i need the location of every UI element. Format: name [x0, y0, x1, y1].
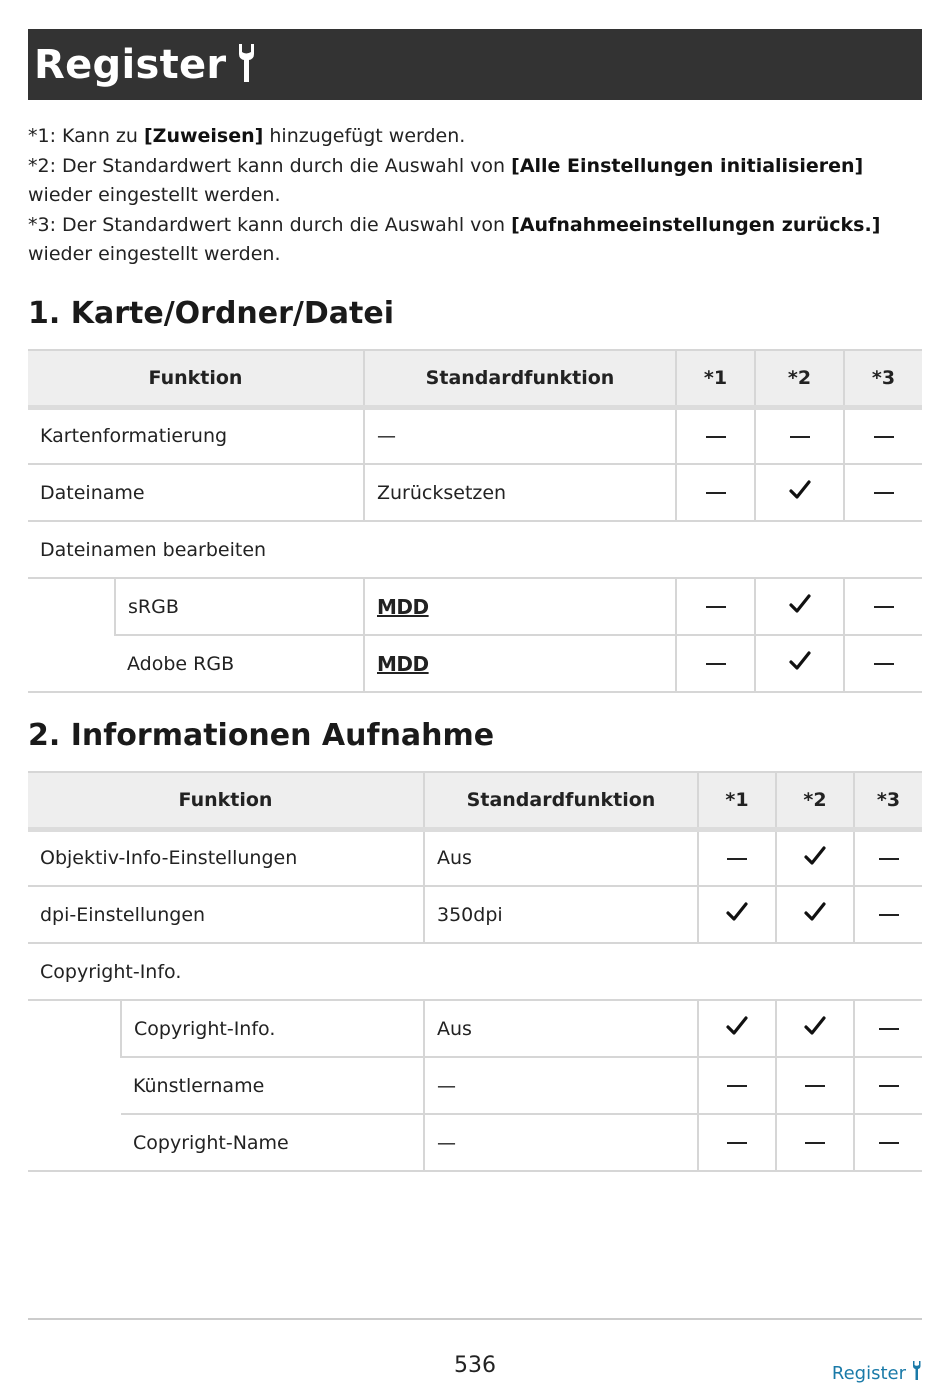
cell-mark: [776, 886, 854, 943]
mdd-label: MDD: [377, 651, 429, 676]
table-header-row: [28, 772, 922, 829]
cell-mark: [698, 829, 776, 886]
dash-icon: [706, 606, 726, 608]
table-row: [28, 1114, 922, 1171]
footnote-2: *2: Der Standardwert kann durch die Auswahl von [Alle Einstellungen initialisieren] wieder eingestellt werden.: [28, 154, 864, 207]
column-header: Standardfunktion: [364, 350, 676, 407]
table-row: [28, 829, 922, 886]
dash-icon: [805, 1142, 825, 1144]
column-header: *2: [776, 772, 854, 829]
cell-mark: [854, 829, 922, 886]
dash-icon: [874, 663, 894, 665]
cell-mark: [844, 578, 922, 635]
indent-cell: [28, 578, 115, 692]
page-title: Register: [34, 41, 227, 88]
table-row: [28, 407, 922, 464]
section-title: 1. Karte/Ordner/Datei: [28, 296, 394, 331]
default-value: [364, 578, 676, 635]
cell-mark: [676, 578, 755, 635]
page-number: 536: [454, 1353, 496, 1378]
cell-mark: [755, 464, 844, 521]
footnote-3: *3: Der Standardwert kann durch die Auswahl von [Aufnahmeeinstellungen zurücks.] wieder eingestellt werden.: [28, 213, 881, 266]
cell-mark: [844, 635, 922, 692]
column-header: *2: [755, 350, 844, 407]
cell-mark: [755, 578, 844, 635]
check-icon: [804, 1015, 826, 1042]
cell-mark: [854, 886, 922, 943]
dash-icon: [727, 858, 747, 860]
indent-cell: [28, 1000, 121, 1171]
dash-icon: [874, 492, 894, 494]
dash-icon: [706, 492, 726, 494]
table-row: [28, 943, 922, 1000]
dash-icon: [879, 1142, 899, 1144]
cell-mark: [776, 1057, 854, 1114]
table-row: [28, 886, 922, 943]
dash-icon: [879, 1085, 899, 1087]
footnote-1: *1: Kann zu [Zuweisen] hinzugefügt werden.: [28, 125, 466, 147]
dash-icon: [879, 914, 899, 916]
table-row: [28, 1057, 922, 1114]
check-icon: [726, 1015, 748, 1042]
wrench-icon: [911, 1360, 922, 1386]
register-link-label[interactable]: Register: [831, 1362, 906, 1384]
column-header: *1: [676, 350, 755, 407]
table-row: [28, 1000, 922, 1057]
check-icon: [804, 901, 826, 928]
cell-mark: [854, 1114, 922, 1171]
function-name: Adobe RGB: [115, 635, 364, 692]
cell-mark: [698, 1114, 776, 1171]
check-icon: [726, 901, 748, 928]
footnotes: [28, 122, 922, 270]
dash-icon: [805, 1085, 825, 1087]
column-header: Standardfunktion: [424, 772, 698, 829]
table-header-row: [28, 350, 922, 407]
cell-mark: [676, 464, 755, 521]
default-value: [364, 635, 676, 692]
settings-table: [28, 349, 922, 693]
check-icon: [789, 650, 811, 677]
function-name: Copyright-Info.: [121, 1000, 424, 1057]
default-value: 350dpi: [424, 886, 698, 943]
table-row: [28, 521, 922, 578]
cell-mark: [776, 1000, 854, 1057]
page-header: [28, 29, 922, 100]
column-header: *3: [854, 772, 922, 829]
check-icon: [789, 593, 811, 620]
cell-mark: [698, 886, 776, 943]
default-value: Aus: [424, 829, 698, 886]
table-row: [28, 578, 922, 635]
function-name: Künstlername: [121, 1057, 424, 1114]
default-value: —: [424, 1114, 698, 1171]
cell-mark: [844, 407, 922, 464]
register-link[interactable]: [832, 1360, 922, 1386]
dash-icon: [727, 1142, 747, 1144]
dash-icon: [874, 606, 894, 608]
check-icon: [789, 479, 811, 506]
settings-table: [28, 771, 922, 1172]
cell-mark: [698, 1057, 776, 1114]
dash-icon: [879, 858, 899, 860]
function-name: Dateiname: [28, 464, 364, 521]
function-name: dpi-Einstellungen: [28, 886, 424, 943]
default-value: Zurücksetzen: [364, 464, 676, 521]
cell-mark: [676, 635, 755, 692]
function-name: sRGB: [115, 578, 364, 635]
cell-mark: [844, 464, 922, 521]
function-name: Kartenformatierung: [28, 407, 364, 464]
column-header: Funktion: [28, 772, 424, 829]
table-row: [28, 635, 922, 692]
default-value: —: [424, 1057, 698, 1114]
column-header: *3: [844, 350, 922, 407]
group-name: Dateinamen bearbeiten: [28, 521, 922, 578]
mdd-label: MDD: [377, 594, 429, 619]
dash-icon: [879, 1028, 899, 1030]
footer-divider: [28, 1318, 922, 1320]
column-header: Funktion: [28, 350, 364, 407]
dash-icon: [706, 436, 726, 438]
cell-mark: [854, 1057, 922, 1114]
dash-icon: [874, 436, 894, 438]
section-title: 2. Informationen Aufnahme: [28, 718, 495, 753]
column-header: *1: [698, 772, 776, 829]
dash-icon: [790, 436, 810, 438]
table-row: [28, 464, 922, 521]
dash-icon: [706, 663, 726, 665]
dash-icon: [727, 1085, 747, 1087]
cell-mark: [676, 407, 755, 464]
cell-mark: [755, 635, 844, 692]
cell-mark: [854, 1000, 922, 1057]
default-value: Aus: [424, 1000, 698, 1057]
cell-mark: [755, 407, 844, 464]
function-name: Copyright-Name: [121, 1114, 424, 1171]
default-value: —: [364, 407, 676, 464]
wrench-icon: [236, 42, 256, 88]
cell-mark: [776, 829, 854, 886]
cell-mark: [776, 1114, 854, 1171]
group-name: Copyright-Info.: [28, 943, 922, 1000]
cell-mark: [698, 1000, 776, 1057]
check-icon: [804, 845, 826, 872]
function-name: Objektiv-Info-Einstellungen: [28, 829, 424, 886]
